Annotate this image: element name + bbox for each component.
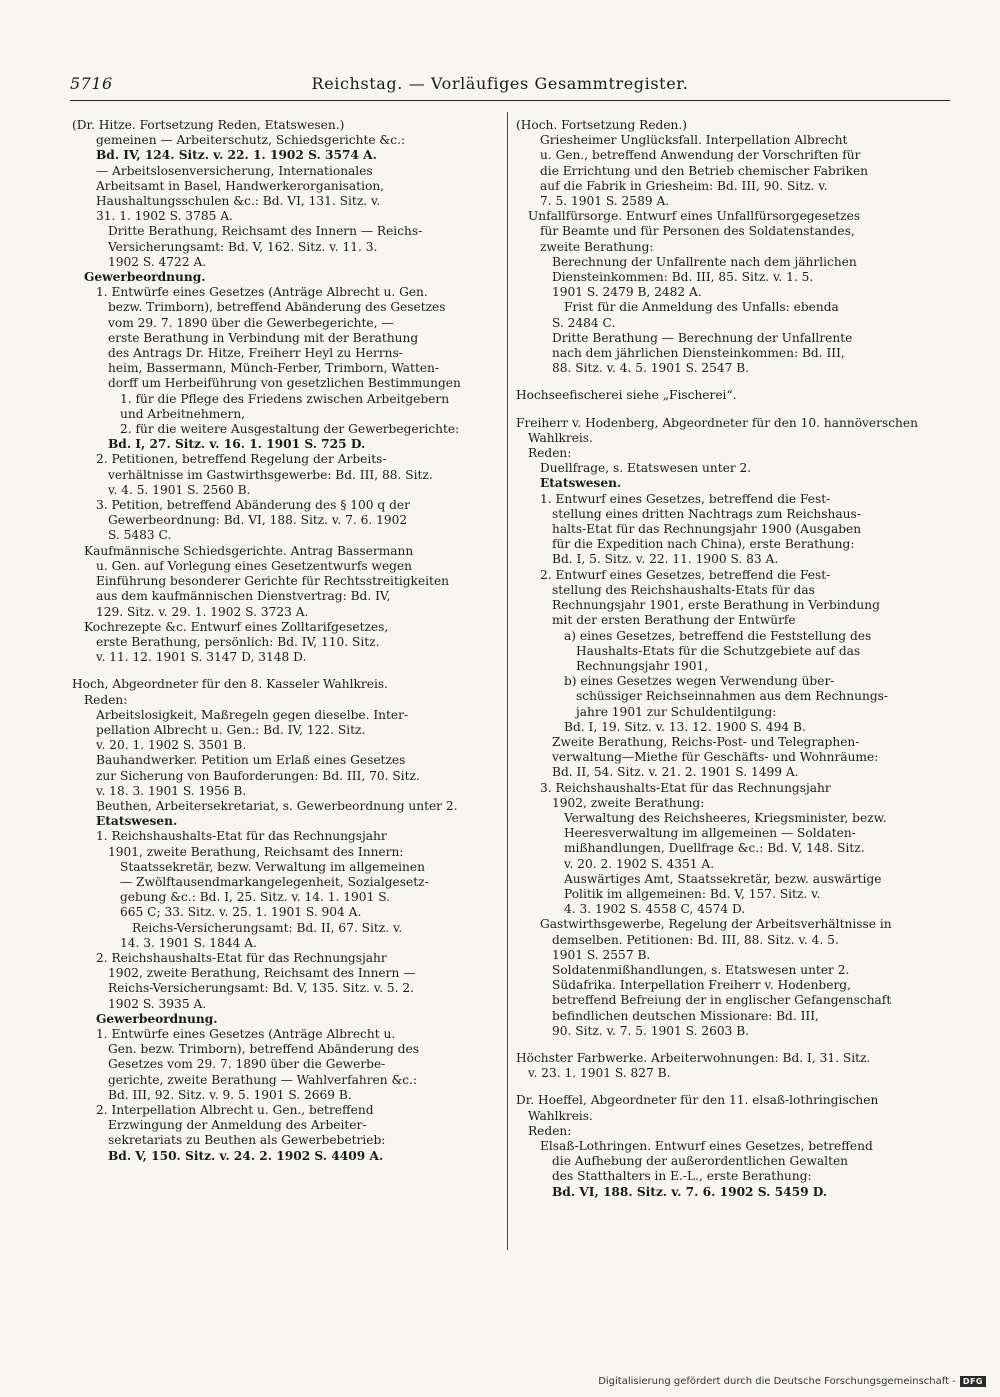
index-line: 1. Reichshaushalts-Etat für das Rechnungsjahr	[96, 829, 387, 844]
index-line: 7. 5. 1901 S. 2589 A.	[540, 194, 670, 209]
index-line: Wahlkreis.	[528, 1108, 593, 1123]
index-line: 1. für die Pflege des Friedens zwischen Arbeitgebern	[120, 391, 450, 406]
index-line: schüssiger Reichseinnahmen aus dem Rechnungs-	[576, 689, 889, 704]
index-line: Gewerbeordnung.	[96, 1011, 218, 1026]
index-line: und Arbeitnehmern,	[120, 406, 246, 421]
index-line: — Zwölftausendmarkangelegenheit, Sozialgesetz-	[120, 874, 429, 889]
entry-gap	[516, 404, 936, 416]
index-line: 2. Interpellation Albrecht u. Gen., betreffend	[96, 1103, 374, 1117]
index-line: Gewerbeordnung: Bd. VI, 188. Sitz. v. 7. 6. 1902	[108, 513, 408, 528]
index-line: — Arbeitslosenversicherung, Internationales	[96, 163, 373, 178]
index-line: 88. Sitz. v. 4. 5. 1901 S. 2547 B.	[552, 361, 750, 376]
entry-gap	[516, 376, 936, 388]
index-line: die Errichtung und den Betrieb chemischer Fabriken	[540, 163, 869, 178]
index-line: Gen. bezw. Trimborn), betreffend Abänderung des	[108, 1042, 419, 1057]
index-line: v. 4. 5. 1901 S. 2560 B.	[108, 482, 251, 497]
index-line: Gastwirthsgewerbe, Regelung der Arbeitsverhältnisse in	[540, 917, 892, 932]
index-line: Verwaltung des Reichsheeres, Kriegsminister, bezw.	[564, 810, 887, 825]
index-line: Reden:	[528, 446, 572, 461]
index-line: 3. Reichshaushalts-Etat für das Rechnungsjahr	[540, 780, 831, 795]
index-line: pellation Albrecht u. Gen.: Bd. IV, 122. Sitz.	[96, 722, 366, 737]
page-number: 5716	[70, 74, 113, 93]
index-line: des Antrags Dr. Hitze, Freiherr Heyl zu Herrns-	[108, 346, 403, 361]
index-line: Kochrezepte &c. Entwurf eines Zolltarifgesetzes,	[84, 619, 389, 634]
index-line: 2. Petitionen, betreffend Regelung der Arbeits-	[96, 452, 387, 467]
index-line: aus dem kaufmännischen Dienstvertrag: Bd. IV,	[96, 589, 391, 604]
index-line: erste Berathung in Verbindung mit der Berathung	[108, 330, 419, 345]
index-line: mit der ersten Berathung der Entwürfe	[552, 613, 796, 628]
index-line: 2. für die weitere Ausgestaltung der Gewerbegerichte:	[120, 422, 460, 437]
entry-gap	[516, 1081, 936, 1093]
footer	[598, 1376, 986, 1387]
index-line: Etatswesen.	[540, 476, 622, 491]
index-line: Südafrika. Interpellation Freiherr v. Hodenberg,	[552, 978, 851, 993]
index-line: gemeinen — Arbeiterschutz, Schiedsgerichte &c.:	[96, 133, 406, 148]
index-line: Diensteinkommen: Bd. III, 85. Sitz. v. 1. 5.	[552, 270, 814, 285]
index-line: Zweite Berathung, Reichs-Post- und Telegraphen-	[552, 734, 860, 749]
index-line: Politik im allgemeinen: Bd. V, 157. Sitz. v.	[564, 886, 821, 901]
index-line: 129. Sitz. v. 29. 1. 1902 S. 3723 A.	[96, 604, 309, 619]
index-line: auf die Fabrik in Griesheim: Bd. III, 90. Sitz. v.	[540, 178, 828, 193]
index-line: die Aufhebung der außerordentlichen Gewalten	[552, 1154, 849, 1169]
index-line: Reichs-Versicherungsamt: Bd. II, 67. Sitz. v.	[132, 920, 403, 935]
index-line: v. 20. 1. 1902 S. 3501 B.	[96, 738, 247, 753]
index-line: Rechnungsjahr 1901, erste Berathung in Verbindung	[552, 598, 880, 613]
index-line: v. 23. 1. 1901 S. 827 B.	[528, 1066, 671, 1081]
index-line: Kaufmännische Schiedsgerichte. Antrag Bassermann	[84, 543, 414, 558]
index-line: betreffend Befreiung der in englischer Gefangenschaft	[552, 993, 892, 1008]
index-line: stellung des Reichshaushalts-Etats für das	[552, 582, 815, 597]
index-line: Reden:	[528, 1123, 572, 1138]
index-line: für Beamte und für Personen des Soldatenstandes,	[540, 224, 855, 239]
index-line: Haushaltungsschulen &c.: Bd. VI, 131. Sitz. v.	[96, 194, 381, 209]
index-line: halts-Etat für das Rechnungsjahr 1900 (Ausgaben	[552, 522, 862, 537]
index-line: 1901 S. 2479 B, 2482 A.	[552, 285, 702, 300]
entry-gap	[516, 1039, 936, 1051]
index-line: erste Berathung, persönlich: Bd. IV, 110. Sitz.	[96, 634, 380, 649]
index-line: gerichte, zweite Berathung — Wahlverfahren &c.:	[108, 1072, 418, 1087]
index-line: Gewerbeordnung.	[84, 270, 206, 285]
index-line: Staatssekretär, bezw. Verwaltung im allgemeinen	[120, 859, 425, 874]
index-line: Reichs-Versicherungsamt: Bd. V, 135. Sitz. v. 5. 2.	[108, 981, 415, 996]
column-divider	[507, 112, 508, 1250]
index-line: (Dr. Hitze. Fortsetzung Reden, Etatswesen.)	[72, 118, 345, 132]
index-line: Rechnungsjahr 1901,	[576, 658, 709, 673]
index-line: Dritte Berathung — Berechnung der Unfallrente	[552, 330, 853, 345]
index-line: 3. Petition, betreffend Abänderung des § 100 q der	[96, 498, 410, 513]
index-line: 1. Entwürfe eines Gesetzes (Anträge Albrecht u. Gen.	[96, 285, 428, 300]
index-line: S. 2484 C.	[552, 315, 616, 330]
index-line: verhältnisse im Gastwirthsgewerbe: Bd. III, 88. Sitz.	[108, 467, 433, 482]
index-line: v. 18. 3. 1901 S. 1956 B.	[96, 783, 247, 798]
index-line: Bd. I, 27. Sitz. v. 16. 1. 1901 S. 725 D.	[108, 437, 366, 452]
index-line: Hoch, Abgeordneter für den 8. Kasseler Wahlkreis.	[72, 677, 388, 692]
index-line: 1902 S. 4722 A.	[108, 254, 207, 269]
index-line: Bd. II, 54. Sitz. v. 21. 2. 1901 S. 1499 A.	[552, 765, 799, 780]
index-line: Dritte Berathung, Reichsamt des Innern — Reichs-	[108, 224, 423, 239]
index-line: u. Gen., betreffend Anwendung der Vorschriften für	[540, 148, 861, 163]
index-line: v. 20. 2. 1902 S. 4351 A.	[564, 856, 715, 871]
index-line: Hochseefischerei siehe „Fischerei“.	[516, 388, 737, 403]
index-line: 2. Entwurf eines Gesetzes, betreffend die Fest-	[540, 567, 831, 582]
index-line: 1902 S. 3935 A.	[108, 996, 207, 1011]
index-line: Beuthen, Arbeitersekretariat, s. Gewerbeordnung unter 2.	[96, 798, 458, 813]
index-line: 1. Entwürfe eines Gesetzes (Anträge Albrecht u.	[96, 1026, 396, 1041]
index-line: demselben. Petitionen: Bd. III, 88. Sitz. v. 4. 5.	[552, 932, 839, 947]
index-line: 1901, zweite Berathung, Reichsamt des Innern:	[108, 844, 404, 859]
index-line: Unfallfürsorge. Entwurf eines Unfallfürsorgegesetzes	[528, 209, 861, 224]
index-line: Bd. III, 92. Sitz. v. 9. 5. 1901 S. 2669 B.	[108, 1087, 352, 1102]
index-line: des Statthalters in E.-L., erste Berathung:	[552, 1169, 812, 1184]
index-line: S. 5483 C.	[108, 528, 172, 543]
index-line: 1901 S. 2557 B.	[552, 947, 651, 962]
index-line: vom 29. 7. 1890 über die Gewerbegerichte, —	[108, 315, 394, 330]
index-line: Haushalts-Etats für die Schutzgebiete auf das	[576, 643, 861, 658]
index-line: 90. Sitz. v. 7. 5. 1901 S. 2603 B.	[552, 1023, 750, 1038]
index-line: Erzwingung der Anmeldung des Arbeiter-	[108, 1118, 367, 1133]
index-line: Einführung besonderer Gerichte für Rechtsstreitigkeiten	[96, 574, 450, 589]
right-column	[516, 118, 936, 1200]
index-line: 1902, zweite Berathung, Reichsamt des Innern —	[108, 966, 416, 981]
index-line: sekretariats zu Beuthen als Gewerbebetrieb:	[108, 1133, 386, 1148]
index-line: Heeresverwaltung im allgemeinen — Soldaten-	[564, 826, 856, 841]
index-line: nach dem jährlichen Diensteinkommen: Bd. III,	[552, 346, 845, 361]
index-line: 31. 1. 1902 S. 3785 A.	[96, 209, 233, 224]
index-line: 4. 3. 1902 S. 4558 C, 4574 D.	[564, 902, 746, 917]
index-line: für die Expedition nach China), erste Berathung:	[552, 537, 855, 552]
index-line: mißhandlungen, Duellfrage &c.: Bd. V, 148. Sitz.	[564, 841, 865, 856]
index-line: 1902, zweite Berathung:	[552, 795, 705, 810]
index-line: Elsaß-Lothringen. Entwurf eines Gesetzes, betreffend	[540, 1139, 873, 1153]
entry-gap	[72, 665, 492, 677]
index-line: Berechnung der Unfallrente nach dem jährlichen	[552, 254, 857, 269]
index-line: verwaltung—Miethe für Geschäfts- und Wohnräume:	[552, 750, 879, 765]
index-line: Bd. I, 19. Sitz. v. 13. 12. 1900 S. 494 B.	[564, 719, 806, 734]
index-line: heim, Bassermann, Münch-Ferber, Trimborn, Watten-	[108, 361, 440, 376]
index-line: jahre 1901 zur Schuldentilgung:	[576, 704, 777, 719]
left-column	[72, 118, 492, 1164]
index-line: Bd. VI, 188. Sitz. v. 7. 6. 1902 S. 5459 D.	[552, 1184, 828, 1199]
index-line: Etatswesen.	[96, 814, 178, 829]
index-line: stellung eines dritten Nachtrags zum Reichshaus-	[552, 506, 861, 521]
index-line: Arbeitslosigkeit, Maßregeln gegen dieselbe. Inter-	[96, 707, 409, 722]
index-line: dorff um Herbeiführung von gesetzlichen Bestimmungen	[108, 376, 461, 391]
index-line: b) eines Gesetzes wegen Verwendung über-	[564, 674, 835, 689]
index-line: 1. Entwurf eines Gesetzes, betreffend die Fest-	[540, 491, 831, 506]
index-line: Höchster Farbwerke. Arbeiterwohnungen: Bd. I, 31. Sitz.	[516, 1050, 871, 1065]
index-line: (Hoch. Fortsetzung Reden.)	[516, 118, 688, 132]
footer-text: Digitalisierung gefördert durch die Deutsche Forschungsgemeinschaft -	[598, 1376, 956, 1387]
header-rule	[70, 100, 950, 101]
index-line: Wahlkreis.	[528, 430, 593, 445]
index-line: 665 C; 33. Sitz. v. 25. 1. 1901 S. 904 A.	[120, 905, 362, 920]
index-line: Griesheimer Unglücksfall. Interpellation Albrecht	[540, 133, 848, 148]
index-line: Bd. I, 5. Sitz. v. 22. 11. 1900 S. 83 A.	[552, 552, 779, 567]
index-line: Soldatenmißhandlungen, s. Etatswesen unter 2.	[552, 962, 850, 977]
index-line: Dr. Hoeffel, Abgeordneter für den 11. elsaß-lothringischen	[516, 1093, 879, 1108]
index-line: zweite Berathung:	[540, 239, 654, 254]
index-line: Bauhandwerker. Petition um Erlaß eines Gesetzes	[96, 753, 406, 768]
index-line: befindlichen deutschen Missionare: Bd. III,	[552, 1008, 819, 1023]
index-line: Bd. IV, 124. Sitz. v. 22. 1. 1902 S. 3574 A.	[96, 148, 377, 163]
index-line: a) eines Gesetzes, betreffend die Feststellung des	[564, 628, 872, 643]
index-line: Versicherungsamt: Bd. V, 162. Sitz. v. 11. 3.	[108, 239, 378, 254]
index-line: Freiherr v. Hodenberg, Abgeordneter für den 10. hannöverschen	[516, 415, 918, 430]
index-line: 2. Reichshaushalts-Etat für das Rechnungsjahr	[96, 950, 387, 965]
index-line: u. Gen. auf Vorlegung eines Gesetzentwurfs wegen	[96, 558, 413, 573]
index-line: 14. 3. 1901 S. 1844 A.	[120, 935, 257, 950]
dfg-logo: DFG	[960, 1376, 986, 1387]
index-line: Frist für die Anmeldung des Unfalls: ebenda	[564, 300, 839, 315]
page-header-title: Reichstag. — Vorläufiges Gesammtregister.	[311, 74, 689, 93]
index-line: Duellfrage, s. Etatswesen unter 2.	[540, 461, 752, 476]
index-line: Reden:	[84, 692, 128, 707]
index-line: Auswärtiges Amt, Staatssekretär, bezw. auswärtige	[564, 871, 882, 886]
index-line: Bd. V, 150. Sitz. v. 24. 2. 1902 S. 4409 A.	[108, 1148, 384, 1163]
index-line: Arbeitsamt in Basel, Handwerkerorganisation,	[96, 178, 385, 193]
index-line: bezw. Trimborn), betreffend Abänderung des Gesetzes	[108, 300, 446, 315]
index-line: v. 11. 12. 1901 S. 3147 D, 3148 D.	[96, 650, 307, 665]
index-line: Gesetzes vom 29. 7. 1890 über die Gewerbe-	[108, 1057, 386, 1072]
index-line: zur Sicherung von Bauforderungen: Bd. III, 70. Sitz.	[96, 768, 420, 783]
index-line: gebung &c.: Bd. I, 25. Sitz. v. 14. 1. 1901 S.	[120, 890, 390, 905]
